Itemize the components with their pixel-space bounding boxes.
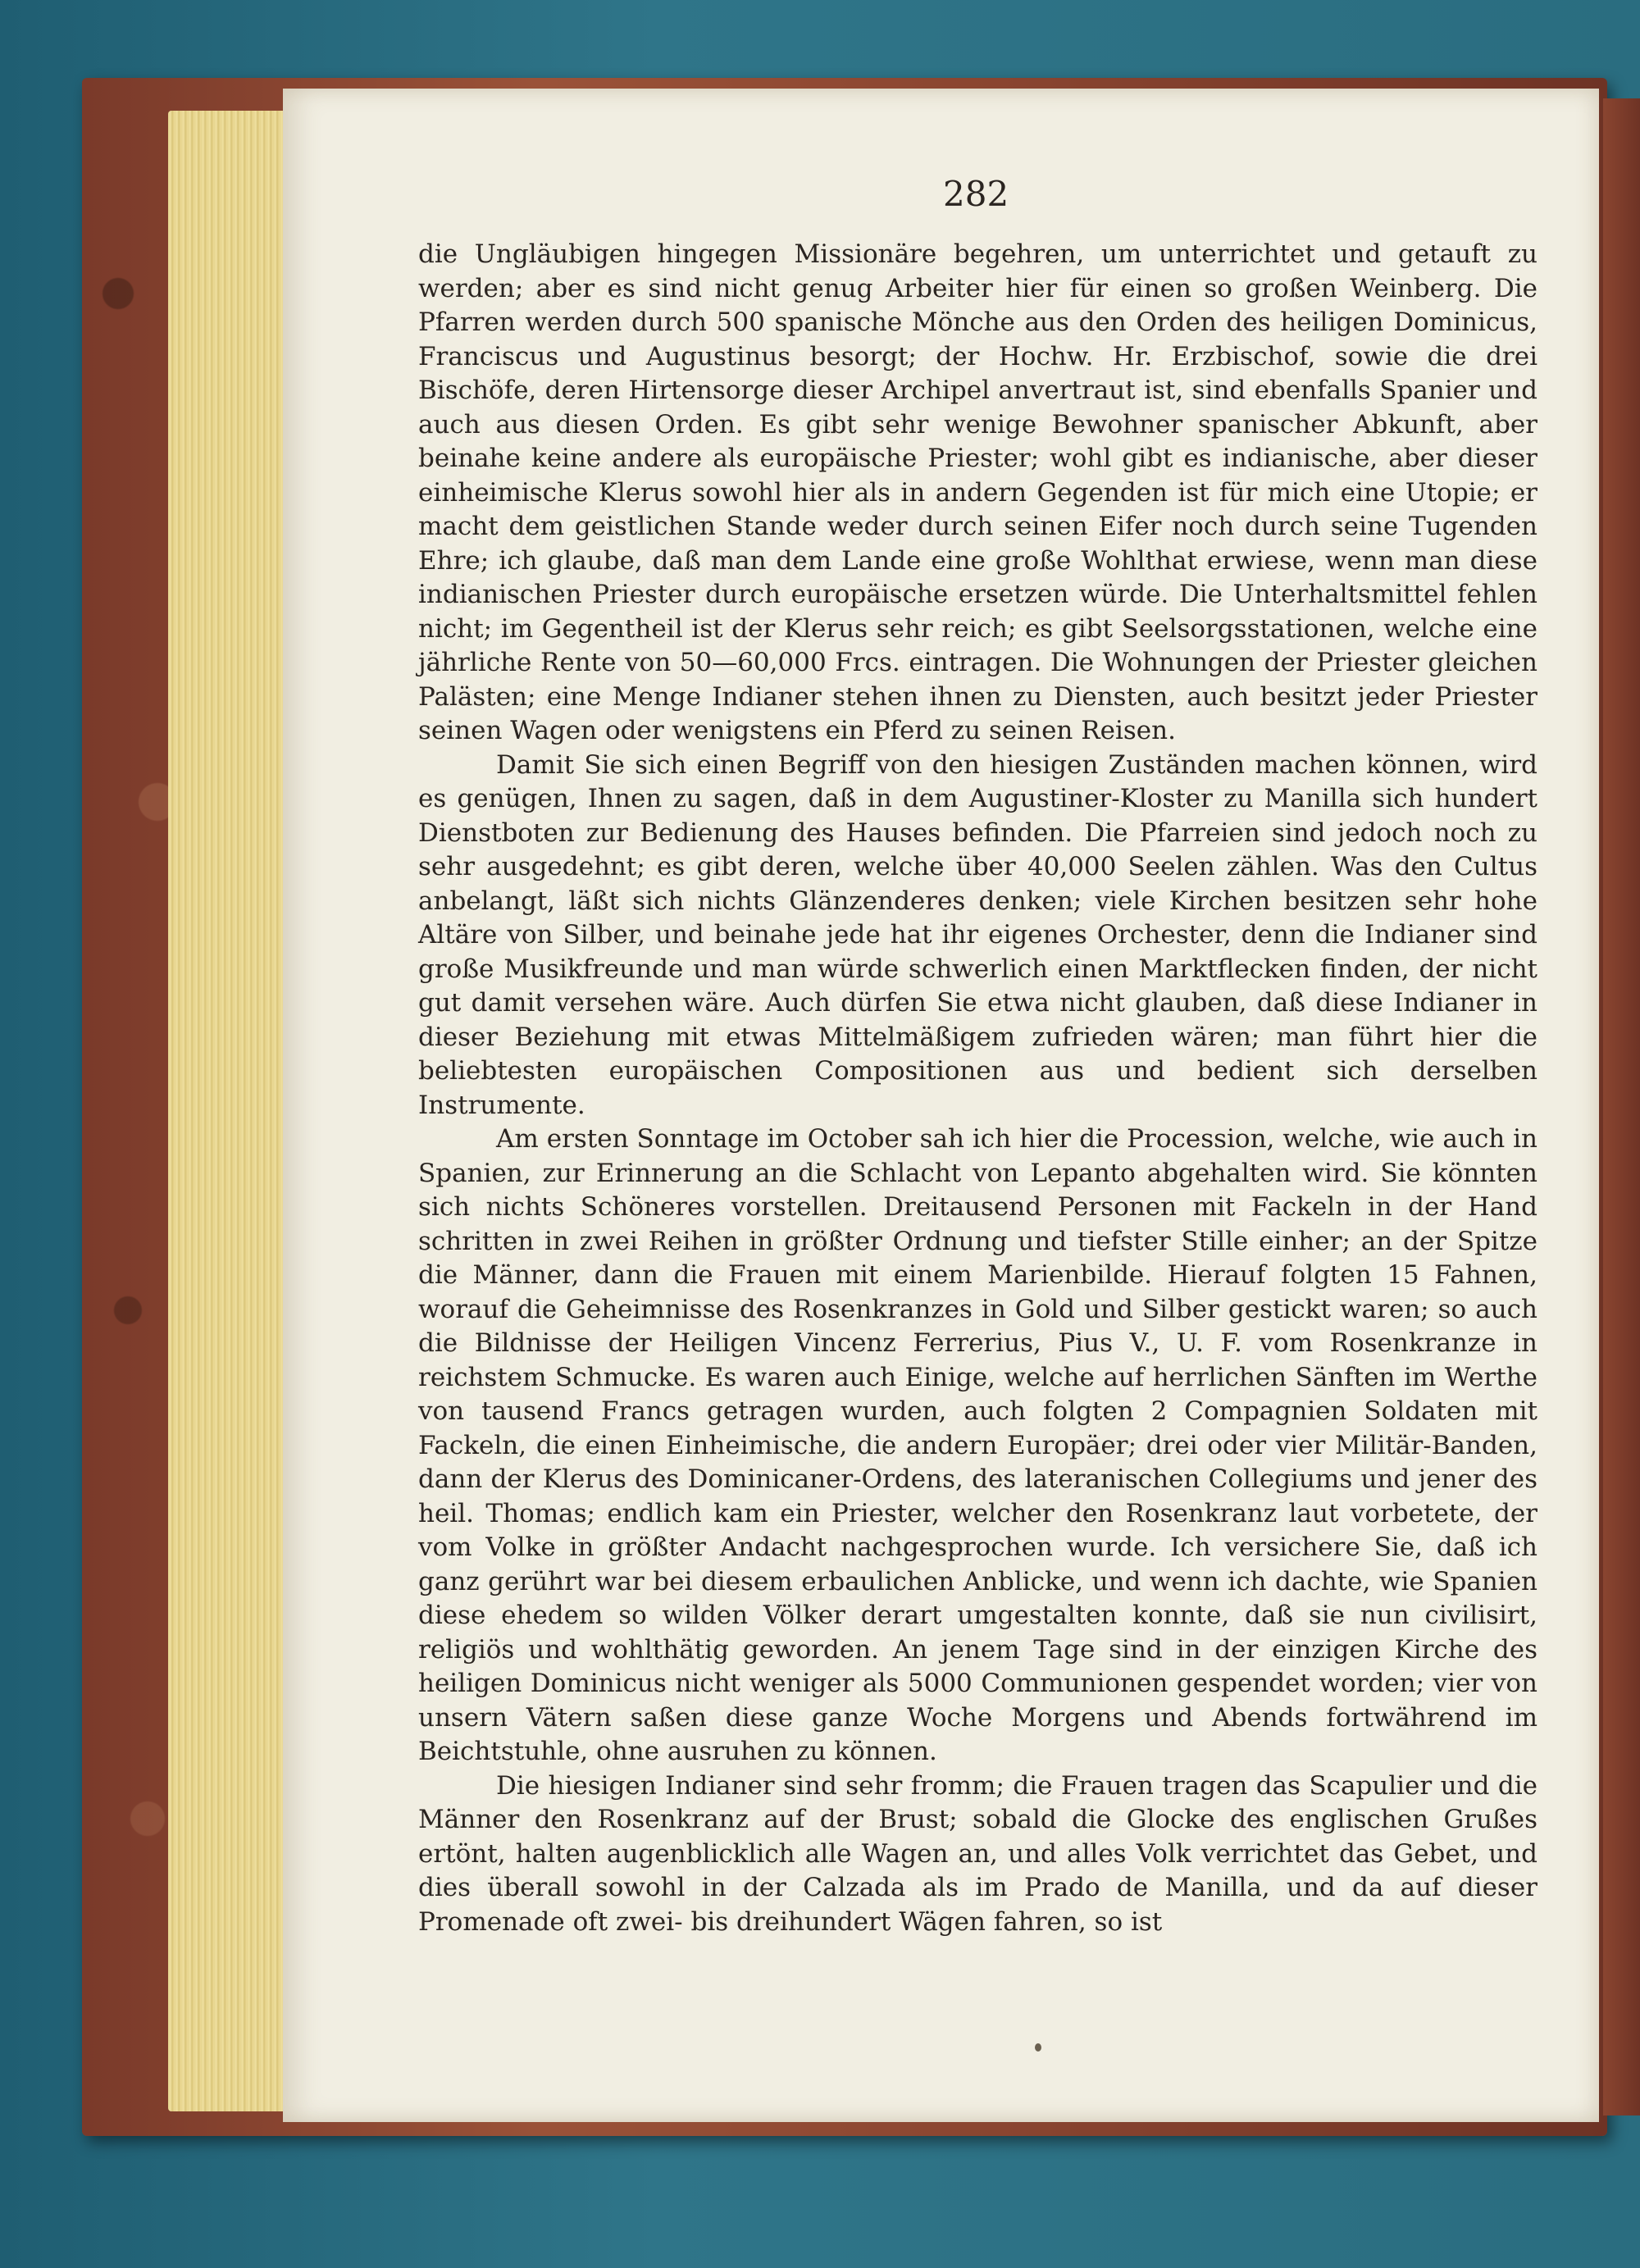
paragraph: Damit Sie sich einen Begriff von den hiesigen Zuständen machen können, wird es genügen, Ihnen zu sagen, daß in dem Augustiner-Kloster zu Manilla sich hundert Dienstboten zur Bedienung des Hauses befinden. Die Pfarreien sind jedoch noch zu sehr ausgedehnt; es gibt deren, welche über 40,000 Seelen zählen. Was den Cultus anbelangt, läßt sich nichts Glänzenderes denken; viele Kirchen besitzen sehr hohe Altäre von Silber, und beinahe jede hat ihr eigenes Orchester, denn die Indianer sind große Musikfreunde und man würde schwerlich einen Marktflecken finden, der nicht gut damit versehen wäre. Auch dürfen Sie etwa nicht glauben, daß diese Indianer in dieser Beziehung mit etwas Mittelmäßigem zufrieden wären; man führt hier die beliebtesten europäischen Compositionen aus und bedient sich derselben Instrumente. <box>418 749 1538 1120</box>
page-number: 282 <box>943 174 1009 214</box>
ink-spot <box>1035 2043 1041 2052</box>
body-text <box>418 238 1538 1939</box>
paragraph: die Ungläubigen hingegen Missionäre begehren, um unterrichtet und getauft zu werden; aber es sind nicht genug Arbeiter hier für einen so großen Weinberg. Die Pfarren werden durch 500 spanische Mönche aus den Orden des heiligen Dominicus, Franciscus und Augustinus besorgt; der Hochw. Hr. Erzbischof, sowie die drei Bischöfe, deren Hirtensorge dieser Archipel anvertraut ist, sind ebenfalls Spanier und auch aus diesen Orden. Es gibt sehr wenige Bewohner spanischer Abkunft, aber beinahe keine andere als europäische Priester; wohl gibt es indianische, aber dieser einheimische Klerus sowohl hier als in andern Gegenden ist für mich eine Utopie; er macht dem geistlichen Stande weder durch seinen Eifer noch durch seine Tugenden Ehre; ich glaube, daß man dem Lande eine große Wohlthat erwiese, wenn man diese indianischen Priester durch europäische ersetzen würde. Die Unterhaltsmittel fehlen nicht; im Gegentheil ist der Klerus sehr reich; es gibt Seelsorgsstationen, welche eine jährliche Rente von 50—60,000 Frcs. eintragen. Die Wohnungen der Priester gleichen Palästen; eine Menge Indianer stehen ihnen zu Diensten, auch besitzt jeder Priester seinen Wagen oder wenigstens ein Pferd zu seinen Reisen. <box>418 239 1538 745</box>
right-cover-edge <box>1603 98 1640 2115</box>
page-edges <box>168 111 291 2111</box>
paragraph: Am ersten Sonntage im October sah ich hier die Procession, welche, wie auch in Spanien, zur Erinnerung an die Schlacht von Lepanto abgehalten wird. Sie könnten sich nichts Schöneres vorstellen. Dreitausend Personen mit Fackeln in der Hand schritten in zwei Reihen in größter Ordnung und tiefster Stille einher; an der Spitze die Männer, dann die Frauen mit einem Marienbilde. Hierauf folgten 15 Fahnen, worauf die Geheimnisse des Rosenkranzes in Gold und Silber gestickt waren; so auch die Bildnisse der Heiligen Vincenz Ferrerius, Pius V., U. F. vom Rosenkranze in reichstem Schmucke. Es waren auch Einige, welche auf herrlichen Sänften im Werthe von tausend Francs getragen wurden, auch folgten 2 Compagnien Soldaten mit Fackeln, die einen Einheimische, die andern Europäer; drei oder vier Militär-Banden, dann der Klerus des Dominicaner-Ordens, des lateranischen Collegiums und jener des heil. Thomas; endlich kam ein Priester, welcher den Rosenkranz laut vorbetete, der vom Volke in größter Andacht nachgesprochen wurde. Ich versichere Sie, daß ich ganz gerührt war bei diesem erbaulichen Anblicke, und wenn ich dachte, wie Spanien diese ehedem so wilden Völker derart umgestalten konnte, daß sie nun civilisirt, religiös und wohlthätig geworden. An jenem Tage sind in der einzigen Kirche des heiligen Dominicus nicht weniger als 5000 Communionen gespendet worden; vier von unsern Vätern saßen diese ganze Woche Morgens und Abends fortwährend im Beichtstuhle, ohne ausruhen zu können. <box>418 1124 1538 1766</box>
paragraph: Die hiesigen Indianer sind sehr fromm; die Frauen tragen das Scapulier und die Männer den Rosenkranz auf der Brust; sobald die Glocke des englischen Grußes ertönt, halten augenblicklich alle Wagen an, und alles Volk verrichtet das Gebet, und dies überall sowohl in der Calzada als im Prado de Manilla, und da auf dieser Promenade oft zwei- bis dreihundert Wägen fahren, so ist <box>418 1770 1538 1937</box>
